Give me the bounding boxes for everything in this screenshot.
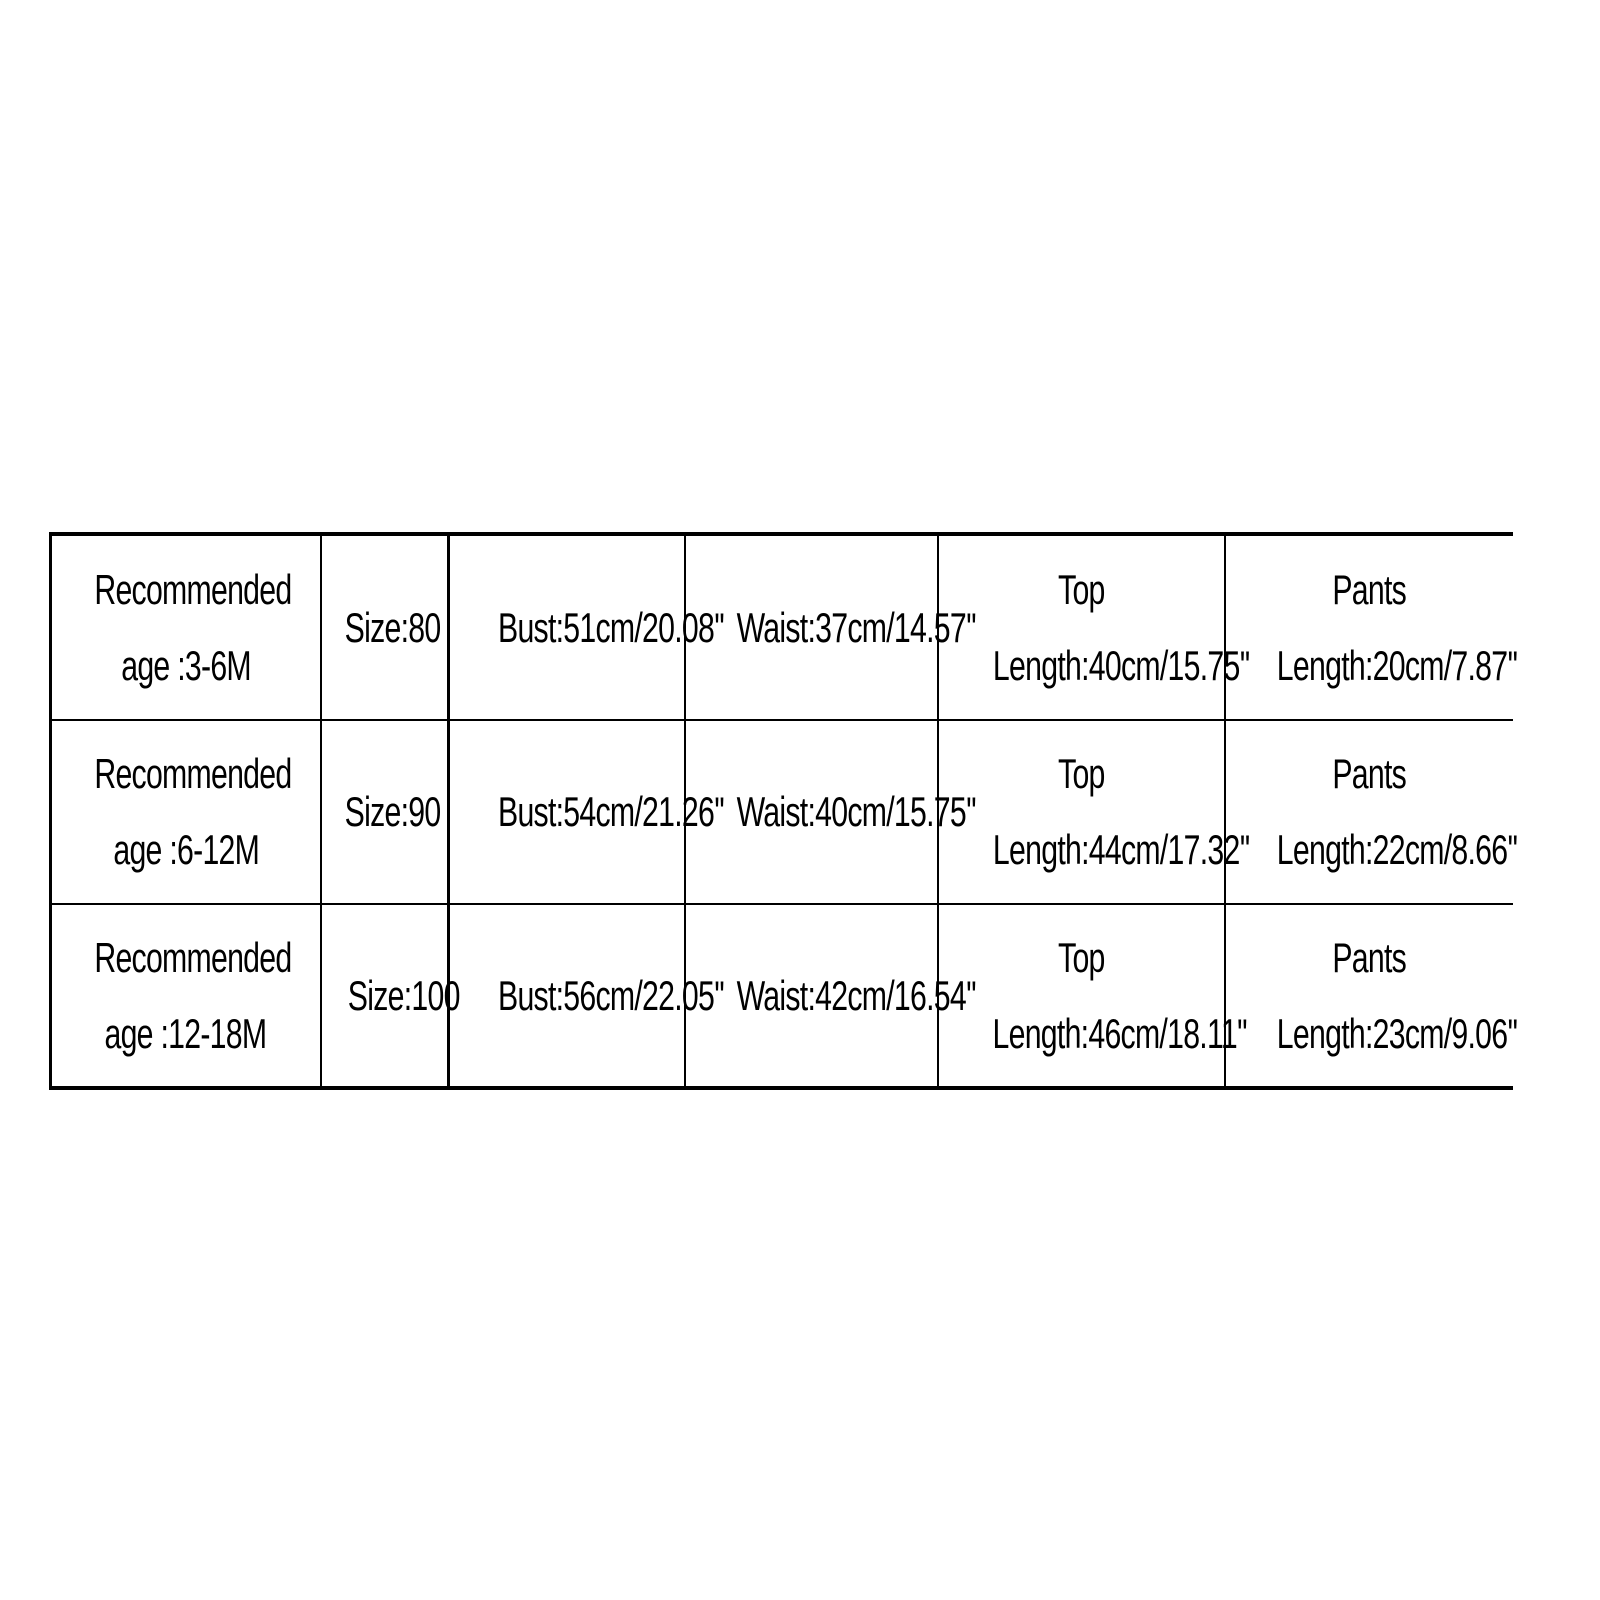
table-row	[51, 720, 1513, 904]
pants-label: Pants	[1332, 933, 1406, 981]
age-cell	[51, 904, 321, 1088]
age-label: Recommended	[94, 933, 292, 981]
pants-length-cell	[1225, 904, 1517, 1088]
bust-value: Bust:54cm/21.26''	[497, 788, 725, 835]
size-cell	[321, 904, 460, 1088]
pants-length-value: Length:23cm/9.06''	[1276, 1009, 1517, 1057]
age-label: Recommended	[94, 565, 292, 613]
bust-cell	[449, 534, 725, 720]
size-cell	[321, 534, 449, 720]
size-chart-table	[49, 532, 1517, 1090]
size-value: Size:100	[347, 971, 460, 1019]
top-length-value: Length:40cm/15.75''	[992, 641, 1250, 689]
pants-length-value: Length:20cm/7.87''	[1276, 641, 1517, 689]
pants-label: Pants	[1332, 565, 1406, 613]
top-label: Top	[1057, 933, 1105, 981]
bust-value: Bust:56cm/22.05''	[497, 971, 725, 1019]
size-cell	[321, 720, 449, 904]
pants-length-cell	[1225, 534, 1517, 720]
top-label: Top	[1057, 750, 1105, 797]
pants-length-cell	[1225, 720, 1517, 904]
age-value: age :12-18M	[104, 1009, 267, 1057]
top-length-cell	[938, 904, 1247, 1088]
table-row	[51, 904, 1513, 1088]
bust-cell	[449, 904, 725, 1088]
size-value: Size:80	[344, 603, 440, 651]
waist-value: Waist:37cm/14.57''	[736, 603, 976, 651]
age-value: age :6-12M	[112, 826, 259, 873]
table-row	[51, 534, 1513, 720]
pants-label: Pants	[1332, 750, 1406, 797]
age-cell	[51, 534, 321, 720]
top-label: Top	[1057, 565, 1105, 613]
top-length-value: Length:46cm/18.11''	[991, 1009, 1247, 1057]
age-value: age :3-6M	[120, 641, 251, 689]
top-length-cell	[938, 534, 1250, 720]
bust-value: Bust:51cm/20.08''	[497, 603, 725, 651]
pants-length-value: Length:22cm/8.66''	[1276, 826, 1517, 873]
age-cell	[51, 720, 321, 904]
size-value: Size:90	[344, 788, 440, 835]
top-length-cell	[938, 720, 1250, 904]
waist-value: Waist:40cm/15.75''	[736, 788, 976, 835]
bust-cell	[449, 720, 725, 904]
waist-value: Waist:42cm/16.54''	[736, 971, 976, 1019]
age-label: Recommended	[94, 750, 292, 797]
top-length-value: Length:44cm/17.32''	[992, 826, 1250, 873]
